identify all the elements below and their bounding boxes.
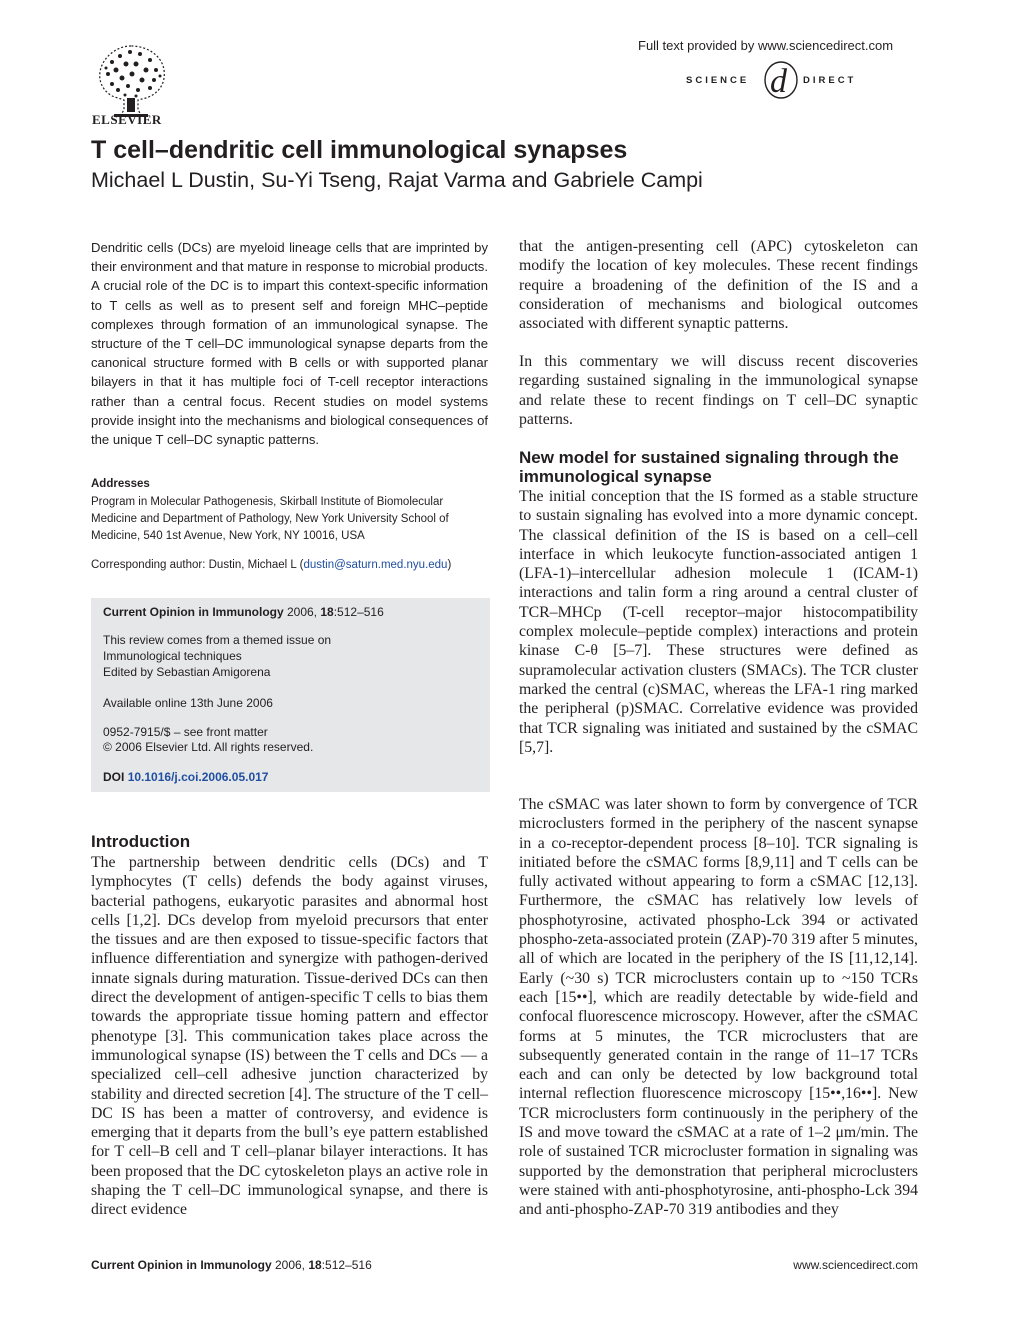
footer-volume: 18 xyxy=(308,1258,322,1272)
infobox-available: Available online 13th June 2006 xyxy=(103,696,273,710)
article-authors: Michael L Dustin, Su-Yi Tseng, Rajat Varma and Gabriele Campi xyxy=(91,168,703,192)
footer-journal: Current Opinion in Immunology xyxy=(91,1258,272,1272)
infobox-issn: 0952-7915/$ – see front matter xyxy=(103,725,268,739)
doi-link[interactable]: 10.1016/j.coi.2006.05.017 xyxy=(127,770,269,784)
footer-year: 2006, xyxy=(271,1258,309,1272)
new-model-heading: New model for sustained signaling through the immunological synapse xyxy=(519,448,899,486)
sd-mark: d xyxy=(770,63,787,100)
infobox-citation xyxy=(103,604,384,620)
footer-citation xyxy=(91,1258,372,1272)
infobox-year: 2006, xyxy=(283,605,321,619)
new-model-paragraph-1: The initial conception that the IS formed as a stable structure to sustain signaling has evolved into a more dynamic concept. The classical definition of the IS is based on a cell–cell interface in which leukocyte function-associated antigen 1 (LFA-1)–intercellular adhesion molecule 1 (ICAM-1) interactions and talin form a ring around a central cluster of TCR–MHCp (T-cell receptor–major histocompatibility complex molecule–peptide complex) interactions and protein kinase C-θ [5–7]. These structures were defined as supramolecular activation clusters (SMACs). The TCR cluster marked the central (c)SMAC, whereas the LFA-1 ring marked the peripheral (p)SMAC. Correlative evidence was provided that TCR signaling was initiated and sustained by the cSMAC [5,7]. xyxy=(519,488,918,756)
author-email-link[interactable]: dustin@saturn.med.nyu.edu xyxy=(303,559,448,571)
infobox-doi xyxy=(103,769,268,785)
right-paragraph-1: that the antigen-presenting cell (APC) cytoskeleton can modify the location of key molecules. These recent findings require a broadening of the definition of the IS and a consideration of mechanisms and biological outcomes associated with different synaptic patterns. xyxy=(519,238,918,333)
article-info-box xyxy=(91,598,490,792)
publisher-name: ELSEVIER xyxy=(92,112,162,127)
corresponding-label: Corresponding author: Dustin, Michael L ( xyxy=(91,559,304,571)
doi-label: DOI xyxy=(103,770,125,784)
addresses-text: Program in Molecular Pathogenesis, Skirball Institute of Biomolecular Medicine and Department of Pathology, New York University School of Medicine, 540 1st Avenue, New York, NY 10016, USA xyxy=(91,496,449,542)
introduction-heading: Introduction xyxy=(91,832,191,851)
infobox-journal: Current Opinion in Immunology xyxy=(103,605,284,619)
infobox-volume: 18 xyxy=(320,605,334,619)
article-title: T cell–dendritic cell immunological synapses xyxy=(91,136,628,164)
sd-right-word: DIRECT xyxy=(803,75,857,86)
sciencedirect-logo xyxy=(686,60,876,104)
infobox-pages: :512–516 xyxy=(333,605,384,619)
infobox-theme-line2: Immunological techniques xyxy=(103,649,242,663)
introduction-text: The partnership between dendritic cells (DCs) and T lymphocytes (T cells) defends the body against viruses, bacterial pathogens, eukaryotic parasites and abnormal host cells [1,2]. DCs develop from myeloid precursors that enter the tissues and are then exposed to tissue-specific factors that influence differentiation and synergize with pathogen-derived innate signals during maturation. Tissue-derived DCs can then direct the development of antigen-specific T cells to bias them towards the appropriate tissue homing pattern and effector phenotype [3]. This communication takes place across the immunological synapse (IS) between the T cells and DCs — a specialized cell–cell adhesive junction characterized by stability and directed secretion [4]. The structure of the T cell–DC IS has been a matter of controversy, and evidence is emerging that it departs from the bull’s eye pattern established for T cell–B cell and T cell–planar bilayer interactions. It has been proposed that the DC cytoskeleton plays an active role in shaping the T cell–DC immunological synapse, and there is direct evidence xyxy=(91,854,488,1219)
corresponding-author xyxy=(91,557,488,574)
abstract: Dendritic cells (DCs) are myeloid lineage cells that are imprinted by their environment and that mature in response to microbial products. A crucial role of the DC is to impart this context-specific information to T cells as well as to present self and foreign MHC–peptide complexes through formation of an immunological synapse. The structure of the T cell–DC immunological synapse departs from the canonical structure formed with B cells or with supported planar bilayers in that it has multiple foci of T-cell receptor interactions rather than a central focus. Recent studies on model systems provide insight into the mechanisms and biological consequences of the unique T cell–DC synaptic patterns. xyxy=(91,240,488,448)
footer-url[interactable]: www.sciencedirect.com xyxy=(793,1258,918,1272)
infobox-editor: Edited by Sebastian Amigorena xyxy=(103,665,271,679)
corresponding-end: ) xyxy=(447,559,452,571)
addresses-heading: Addresses xyxy=(91,478,150,490)
fulltext-note[interactable]: Full text provided by www.sciencedirect.com xyxy=(638,38,894,53)
footer-pages: :512–516 xyxy=(321,1258,372,1272)
new-model-paragraph-2: The cSMAC was later shown to form by convergence of TCR microclusters formed in the periphery of the nascent synapse in a co-receptor-dependent process [8–10]. TCR signaling is initiated before the cSMAC forms [8,9,11] and T cells can be fully activated without appearing to form a cSMAC [12,13]. Furthermore, the cSMAC has relatively low levels of phosphotyrosine, activated phospho-Lck 394 or activated phospho-zeta-associated protein (ZAP)-70 319 after 5 minutes, all of which are located in the periphery of the IS [11,12,14]. Early (~30 s) TCR microclusters contain up to ~150 TCRs each [15••], which are readily detectable by wide-field and confocal fluorescence microscopy. However, after the cSMAC forms at 5 minutes, the TCR microclusters that are subsequently generated contain in the range of 11–17 TCRs each and can only be detected by low background total internal reflection fluorescence microscopy [15••,16••]. New TCR microclusters form continuously in the periphery of the IS and move toward the cSMAC at a rate of 1–2 μm/min. The role of sustained TCR microcluster formation in signaling was supported by the demonstration that peripheral microclusters were stained with anti-phosphotyrosine, anti-phospho-Lck 394 and anti-phospho-ZAP-70 319 antibodies and they xyxy=(519,796,918,1219)
infobox-copyright: © 2006 Elsevier Ltd. All rights reserved. xyxy=(103,740,314,754)
infobox-theme-line1: This review comes from a themed issue on xyxy=(103,633,332,647)
right-paragraph-2: In this commentary we will discuss recent discoveries regarding sustained signaling in the immunological synapse and relate these to recent findings on T cell–DC synaptic patterns. xyxy=(519,353,918,428)
sd-left-word: SCIENCE xyxy=(686,75,750,86)
